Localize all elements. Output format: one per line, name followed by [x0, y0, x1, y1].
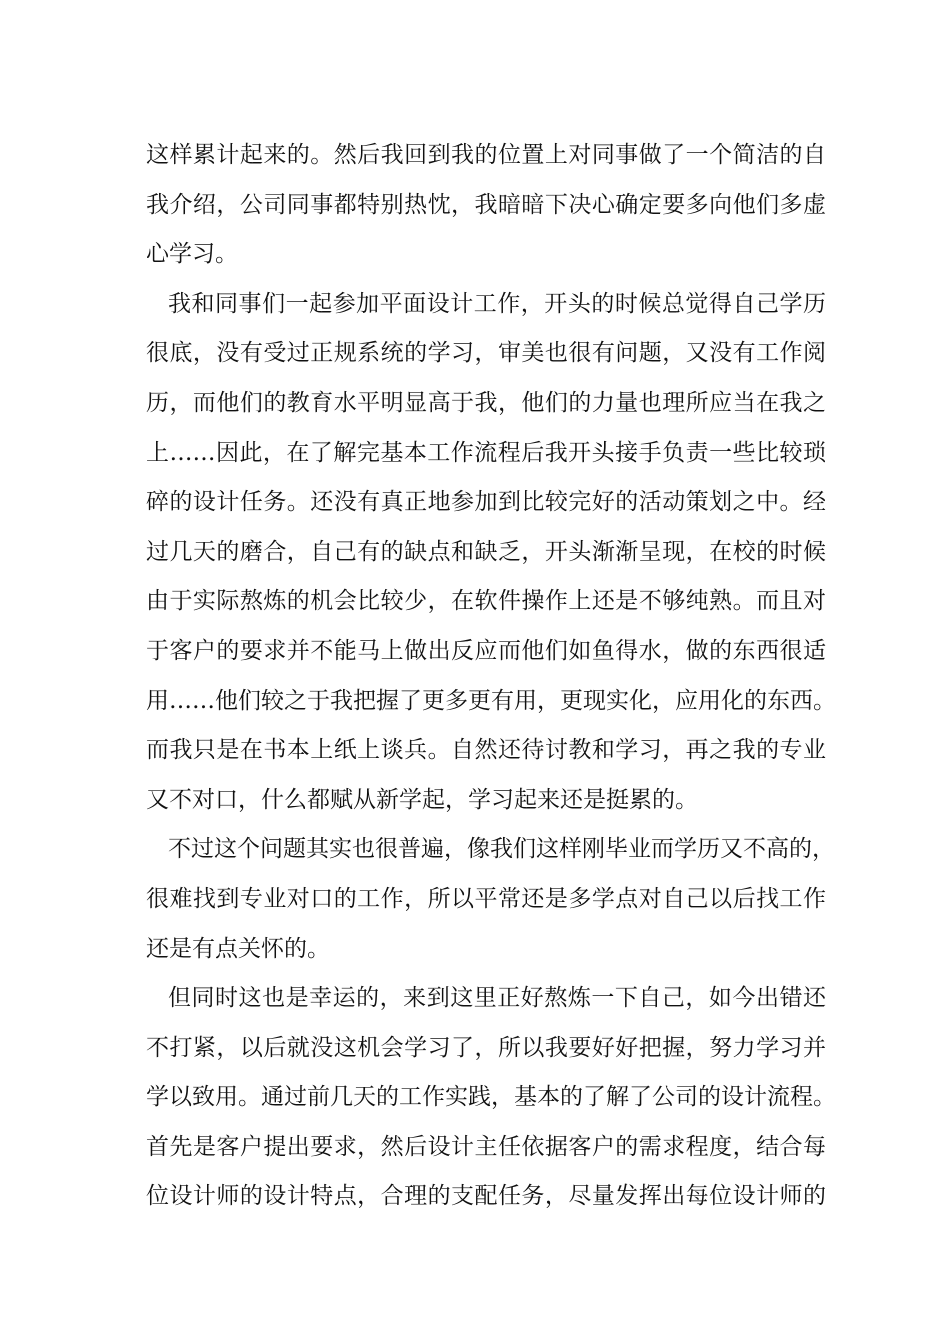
- paragraph-1: [146, 131, 826, 280]
- text-line: 于客户的要求并不能马上做出反应而他们如鱼得水，做的东西很适: [146, 637, 826, 664]
- text-line: 心学习。: [146, 241, 238, 268]
- text-line: 位设计师的设计特点，合理的支配任务，尽量发挥出每位设计师的: [146, 1183, 826, 1210]
- document-body: [146, 131, 836, 1222]
- text-line: 我和同事们一起参加平面设计工作，开头的时候总觉得自己学历: [168, 290, 826, 317]
- text-line: 我介绍，公司同事都特别热忱，我暗暗下决心确定要多向他们多虚: [146, 191, 826, 218]
- text-line: 但同时这也是幸运的，来到这里正好熬炼一下自己，如今出错还: [168, 985, 826, 1012]
- text-line: 很难找到专业对口的工作，所以平常还是多学点对自己以后找工作: [146, 885, 826, 912]
- paragraph-4: [146, 974, 836, 1222]
- text-line: 过几天的磨合，自己有的缺点和缺乏，开头渐渐呈现，在校的时候: [146, 538, 826, 565]
- text-line: 碎的设计任务。还没有真正地参加到比较完好的活动策划之中。经: [146, 489, 826, 516]
- text-line: 历，而他们的教育水平明显高于我，他们的力量也理所应当在我之: [146, 389, 826, 416]
- text-line: 学以致用。通过前几天的工作实践，基本的了解了公司的设计流程。: [146, 1084, 836, 1111]
- text-line: 很底，没有受过正规系统的学习，审美也很有问题，又没有工作阅: [146, 340, 826, 367]
- text-line: 不打紧，以后就没这机会学习了，所以我要好好把握，努力学习并: [146, 1034, 826, 1061]
- text-line: 而我只是在书本上纸上谈兵。自然还待讨教和学习，再之我的专业: [146, 737, 826, 764]
- text-line: 还是有点关怀的。: [146, 935, 330, 962]
- text-line: 上……因此，在了解完基本工作流程后我开头接手负责一些比较琐: [146, 439, 826, 466]
- text-line: 这样累计起来的。然后我回到我的位置上对同事做了一个简洁的自: [146, 142, 826, 168]
- paragraph-2: [146, 280, 836, 826]
- text-line: 首先是客户提出要求，然后设计主任依据客户的需求程度，结合每: [146, 1133, 826, 1160]
- text-line: 用……他们较之于我把握了更多更有用，更现实化，应用化的东西。: [146, 687, 836, 714]
- paragraph-3: [146, 825, 835, 974]
- text-line: 又不对口，什么都赋从新学起，学习起来还是挺累的。: [146, 786, 698, 813]
- text-line: 不过这个问题其实也很普遍，像我们这样刚毕业而学历又不高的，: [168, 836, 835, 863]
- text-line: 由于实际熬炼的机会比较少，在软件操作上还是不够纯熟。而且对: [146, 588, 826, 615]
